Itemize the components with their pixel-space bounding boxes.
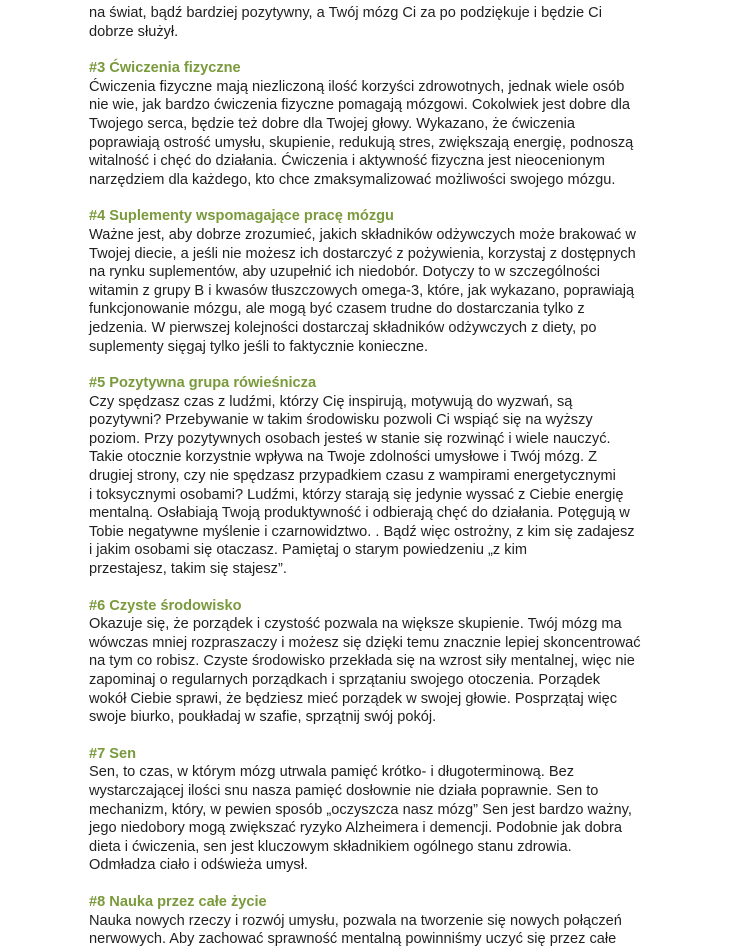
- section-body: Ważne jest, aby dobrze zrozumieć, jakich składników odżywczych może brakować w Twojej diecie, a jeśli nie możesz ich dostarczyć z pożywienia, korzystaj z dostępnych na rynku suplementów, aby uzupełnić ich niedobór. Dotyczy to w szczególności witamin z grupy B i kwasów tłuszczowych omega-3, które, jak wykazano, poprawiają funkcjonowanie mózgu, ale mogą być czasem trudne do dostarczania tylko z jedzenia. W pierwszej kolejności dostarczaj składników odżywczych z diety, po suplementy sięgaj tylko jeśli to faktycznie konieczne.: [89, 226, 636, 355]
- section-heading: #6 Czyste środowisko: [89, 597, 242, 614]
- section-supplements: [89, 207, 739, 356]
- section-heading: #5 Pozytywna grupa rówieśnicza: [89, 375, 317, 392]
- document-page: [89, 4, 739, 949]
- section-body: Ćwiczenia fizyczne mają niezliczoną ilość korzyści zdrowotnych, jednak wiele osób nie wie, jak bardzo ćwiczenia fizyczne pomagają mózgowi. Cokolwiek jest dobre dla Twojego serca, będzie też dobre dla Twojej głowy. Wykazano, że ćwiczenia poprawiają ostrość umysłu, skupienie, redukują stres, zwiększają energię, podnoszą witalność i chęć do działania. Ćwiczenia i aktywność fizyczna jest nieocenionym narzędziem dla każdego, kto chce zmaksymalizować możliwości swojego mózgu.: [89, 78, 634, 188]
- section-heading: #8 Nauka przez całe życie: [89, 893, 267, 910]
- section-peer-group: [89, 374, 739, 579]
- section-heading: #3 Ćwiczenia fizyczne: [89, 60, 241, 77]
- section-clean-environment: [89, 597, 739, 727]
- section-body: Sen, to czas, w którym mózg utrwala pamięć krótko- i długoterminową. Bez wystarczającej ilości snu nasza pamięć dosłownie nie działa poprawnie. Sen to mechanizm, który, w pewien sposób „oczyszcza nasz mózg” Sen jest bardzo ważny, jego niedobory mogą zwiększać ryzyko Alzheimera i demencji. Podobnie jak dobra dieta i ćwiczenia, sen jest kluczowym składnikiem ogólnego stanu zdrowia. Odmładza ciało i odświeża umysł.: [89, 764, 632, 874]
- intro-paragraph: na świat, bądź bardziej pozytywny, a Twój mózg Ci za po podziękuje i będzie Ci dobrze służył.: [89, 5, 602, 40]
- section-heading: #7 Sen: [89, 745, 137, 762]
- section-exercise: [89, 59, 739, 189]
- section-lifelong-learning: [89, 893, 739, 949]
- section-heading: #4 Suplementy wspomagające pracę mózgu: [89, 208, 394, 225]
- section-sleep: [89, 745, 739, 875]
- section-body: Okazuje się, że porządek i czystość pozwala na większe skupienie. Twój mózg ma wówczas mniej rozpraszaczy i możesz się dzięki temu znacznie lepiej skoncentrować na tym co robisz. Czyste środowisko przekłada się na wzrost siły mentalnej, więc nie zapominaj o regularnych porządkach i sprzątaniu swojego otoczenia. Porządek wokół Ciebie sprawi, że będziesz mieć porządek w swojej głowie. Posprzątaj więc swoje biurko, poukładaj w szafie, sprzątnij swój pokój.: [89, 616, 641, 726]
- section-body: Czy spędzasz czas z ludźmi, którzy Cię inspirują, motywują do wyzwań, są pozytywni? Przebywanie w takim środowisku pozwoli Ci wspiąć się na wyższy poziom. Przy pozytywnych osobach jesteś w stanie się rozwinąć i wiele nauczyć. Takie otocznie korzystnie wpływa na Twoje zdolności umysłowe i Twój mózg. Z drugiej strony, czy nie spędzasz przypadkiem czasu z wampirami energetycznymi i toksycznymi osobami? Ludźmi, którzy starają się jedynie wyssać z Ciebie energię mentalną. Osłabiają Twoją produktywność i odbierają chęć do działania. Potęgują w Tobie negatywne myślenie i czarnowidztwo. . Bądź więc ostrożny, z kim się zadajesz i jakim osobami się otaczasz. Pamiętaj o starym powiedzeniu „z kim przestajesz, takim się stajesz”.: [89, 393, 635, 578]
- section-body: Nauka nowych rzeczy i rozwój umysłu, pozwala na tworzenie się nowych połączeń nerwowych. Aby zachować sprawność mentalną powinniśmy uczyć się przez całe: [89, 912, 622, 948]
